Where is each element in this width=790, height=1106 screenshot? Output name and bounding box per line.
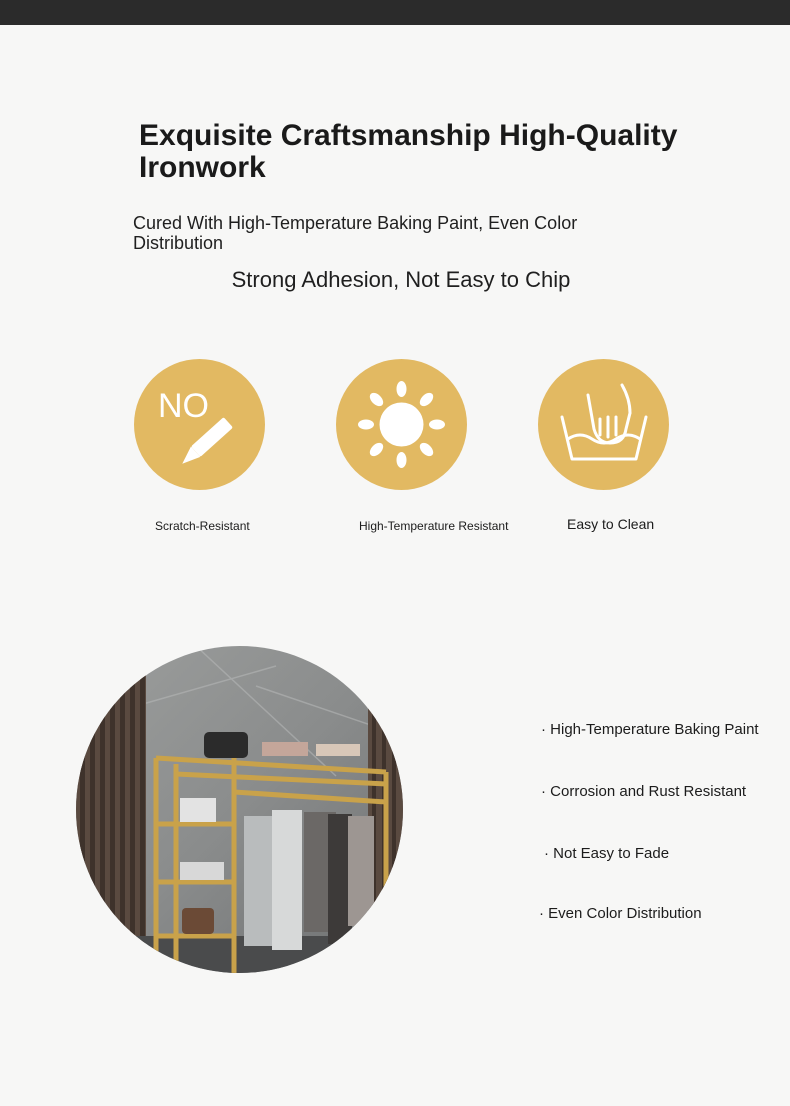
benefit-item: · Not Easy to Fade [544,845,670,862]
subtitle-paint: Cured With High-Temperature Baking Paint, Even Color Distribution [133,213,578,253]
benefit-item: · Even Color Distribution [539,905,702,922]
benefit-item: · Corrosion and Rust Resistant [541,783,747,800]
hand-washing-icon [538,359,669,490]
product-photo [76,646,403,973]
sun-icon [336,359,467,490]
top-bar [0,0,790,25]
subtitle-adhesion: Strong Adhesion, Not Easy to Chip [231,267,571,292]
no-icon-text: NO [158,387,209,425]
easy-clean-badge [538,359,669,490]
benefit-item: · High-Temperature Baking Paint [541,721,759,738]
high-temp-badge [336,359,467,490]
no-scratch-icon [134,359,265,490]
feature-label-scratch: Scratch-Resistant [155,519,250,533]
feature-label-high-temp: High-Temperature Resistant [359,519,509,533]
page-title: Exquisite Craftsmanship High-Quality Ironwork [139,119,678,184]
scratch-resistant-badge [134,359,265,490]
clothes-rack-illustration [76,646,403,973]
feature-label-easy-clean: Easy to Clean [567,516,655,532]
